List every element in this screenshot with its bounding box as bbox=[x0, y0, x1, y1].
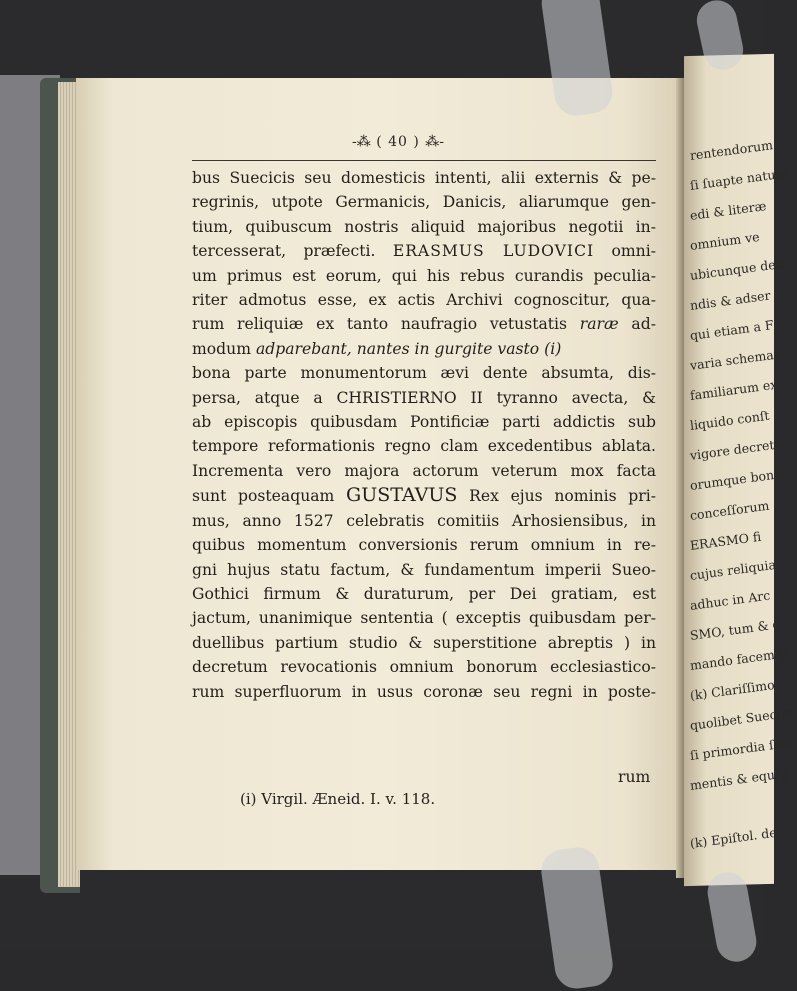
facing-page-fragment: (k) Epiſtol. de bbox=[689, 824, 778, 851]
facing-page-fragment: rentendorum bbox=[689, 137, 774, 163]
page-number: ( 40 ) bbox=[376, 134, 420, 150]
facing-page-fragment: edi & literæ bbox=[689, 198, 767, 223]
facing-page-fragment: varia schemat bbox=[689, 346, 780, 373]
text-line: bus Suecicis seu domesticis intenti, alii externis & pe- bbox=[192, 169, 656, 187]
text-line: tium, quibuscum nostris aliquid majoribus negotii in- bbox=[192, 217, 656, 236]
text-line bbox=[192, 239, 656, 263]
facing-page-fragment: familiarum ex bbox=[689, 376, 778, 403]
facing-page-fragment: ſi primordia ſem bbox=[689, 734, 794, 763]
facing-page-fragment: omnium ve bbox=[689, 228, 761, 253]
footnote: (i) Virgil. Æneid. I. v. 118. bbox=[240, 790, 436, 808]
page-header bbox=[352, 134, 444, 150]
text-run: tercesserat, præfecti. bbox=[192, 242, 376, 261]
facing-page-fragment: orumque bone bbox=[689, 466, 783, 493]
text-line: riter admotus esse, ex actis Archivi cognoscitur, qua- bbox=[192, 291, 656, 310]
header-rule bbox=[192, 160, 656, 161]
facing-page-fragment: quolibet Sueciæ, bbox=[689, 704, 797, 733]
italic-rarae: raræ bbox=[579, 315, 619, 334]
ornament-right: ⁂- bbox=[425, 134, 445, 150]
text-line bbox=[192, 483, 656, 508]
text-line: bona parte monumentorum ævi dente absumta, dis- bbox=[192, 364, 656, 383]
ornament-left: -⁂ bbox=[352, 134, 371, 150]
text-run: omni- bbox=[611, 242, 656, 261]
text-run: sunt posteaquam bbox=[192, 487, 335, 506]
text-run: rum reliquiæ ex tanto naufragio vetustatis bbox=[192, 315, 568, 334]
facing-page-fragment: (k) Clariſſimo bbox=[689, 676, 776, 703]
text-line: persa, atque a CHRISTIERNO II tyranno avecta, & bbox=[192, 388, 656, 407]
text-run: Rex ejus nominis pri- bbox=[469, 487, 656, 506]
text-line: mus, anno 1527 celebratis comitiis Arhosiensibus, in bbox=[192, 511, 656, 530]
facing-page-fragment: liquido conſt bbox=[689, 407, 771, 433]
text-line: um primus est eorum, qui his rebus curandis peculia- bbox=[192, 266, 656, 285]
facing-page-fragment: adhuc in Arc bbox=[689, 587, 771, 613]
facing-page-fragment: vigore decreti bbox=[689, 436, 780, 463]
text-line: regrinis, utpote Germanicis, Danicis, aliarumque gen- bbox=[192, 193, 656, 212]
facing-page-fragment: mando facem p bbox=[689, 645, 788, 673]
facing-page-fragment: ERASMO fi bbox=[689, 528, 762, 553]
facing-page bbox=[684, 54, 797, 886]
facing-page-fragment: conceſſorum bbox=[689, 497, 770, 523]
facing-page-fragment: ubicunque deli bbox=[689, 255, 785, 283]
catchword: rum bbox=[618, 768, 651, 786]
text-line bbox=[192, 337, 656, 361]
body-text bbox=[192, 166, 656, 704]
text-line bbox=[192, 312, 656, 336]
text-run: ad- bbox=[631, 315, 656, 334]
virgil-quote: adparebant, nantes in gurgite vasto (i) bbox=[255, 339, 562, 358]
facing-page-fragment: ndis & adser bbox=[689, 287, 772, 313]
text-line: tempore reformationis regno clam excedentibus ablata. bbox=[192, 437, 656, 456]
text-line: rum superfluorum in usus coronæ seu regni in poste- bbox=[192, 682, 656, 701]
facing-page-fragment: qui etiam a F bbox=[689, 317, 775, 343]
text-line: Gothici firmum & duraturum, per Dei gratiam, est bbox=[192, 584, 656, 603]
text-line: gni hujus statu factum, & fundamentum imperii Sueo- bbox=[192, 560, 656, 579]
text-line: Incrementa vero majora actorum veterum mox facta bbox=[192, 461, 656, 480]
text-run: modum bbox=[192, 339, 251, 358]
facing-page-fragment: cujus reliquia bbox=[689, 556, 777, 583]
facing-page-fragment: ſi ſuapte natura bbox=[689, 165, 790, 193]
text-line: ab episcopis quibusdam Pontificiæ parti addictis sub bbox=[192, 413, 656, 432]
name-gustavus: GUSTAVUS bbox=[346, 484, 458, 507]
text-line: jactum, unanimique sententia ( exceptis quibusdam per- bbox=[192, 609, 656, 628]
text-line: duellibus partium studio & superstitione abreptis ) in bbox=[192, 633, 656, 652]
name-erasmus: ERASMUS LUDOVICI bbox=[392, 242, 595, 261]
facing-page-fragment: mentis & equi j bbox=[689, 765, 788, 793]
facing-page-fragment: SMO, tum & d bbox=[689, 616, 782, 643]
text-line: quibus momentum conversionis rerum omnium in re- bbox=[192, 536, 656, 555]
text-line: decretum revocationis omnium bonorum ecclesiastico- bbox=[192, 658, 656, 677]
